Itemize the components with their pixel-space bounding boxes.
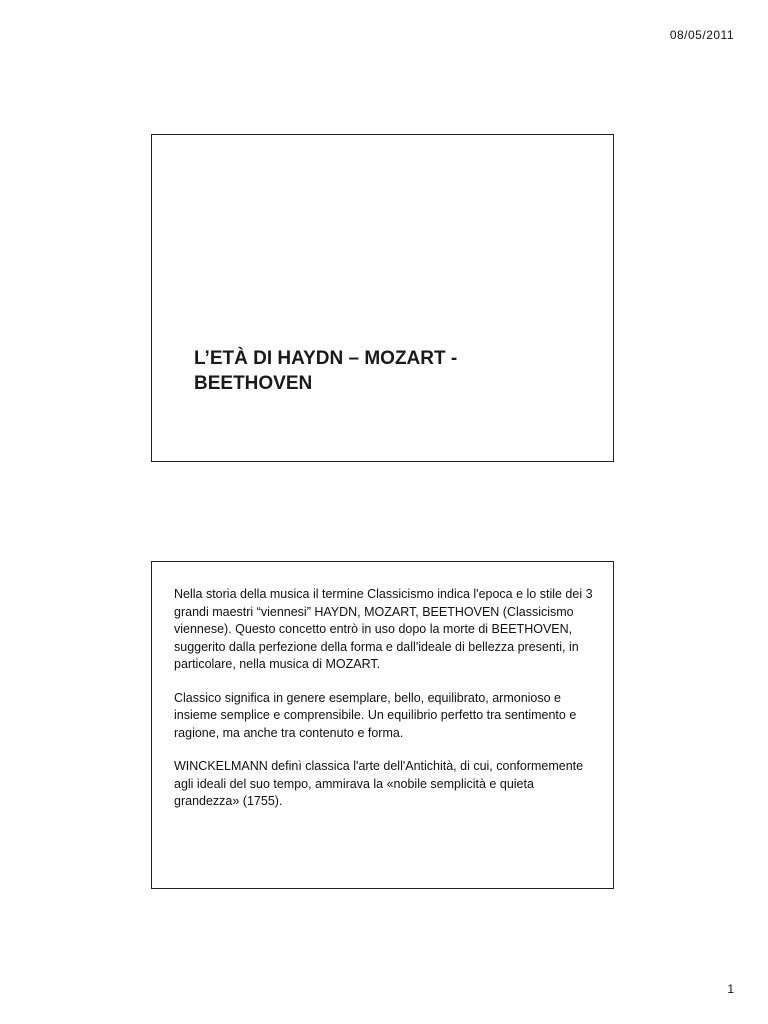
page-date: 08/05/2011: [669, 28, 734, 42]
body-paragraph: WINCKELMANN definì classica l'arte dell'Antichità, di cui, conformemente agli ideali del suo tempo, ammirava la «nobile semplicità e quieta grandezza» (1755).: [174, 759, 584, 808]
body-paragraph: Classico significa in genere esemplare, bello, equilibrato, armonioso e insieme semplice e comprensibile. Un equilibrio perfetto tra sentimento e ragione, ma anche tra contenuto e forma.: [174, 690, 577, 740]
slide-title: [194, 346, 594, 396]
page-number: 1: [727, 982, 734, 996]
slide-title-line-1: L’ETÀ DI HAYDN – MOZART -: [194, 348, 458, 369]
title-slide: [151, 134, 614, 462]
text-slide: [151, 561, 614, 889]
slide-title-line-2: BEETHOVEN: [194, 373, 313, 394]
body-paragraph: Nella storia della musica il termine Classicismo indica l'epoca e lo stile dei 3 grandi maestri “viennesi” HAYDN, MOZART, BEETHOVEN (Classicismo viennese). Questo concetto entrò in uso dopo la morte di BEETHOVEN, suggerito dalla perfezione della forma e dall'ideale di bellezza presenti, in particolare, nella musica di MOZART.: [174, 587, 593, 671]
slide-body: [174, 586, 602, 827]
